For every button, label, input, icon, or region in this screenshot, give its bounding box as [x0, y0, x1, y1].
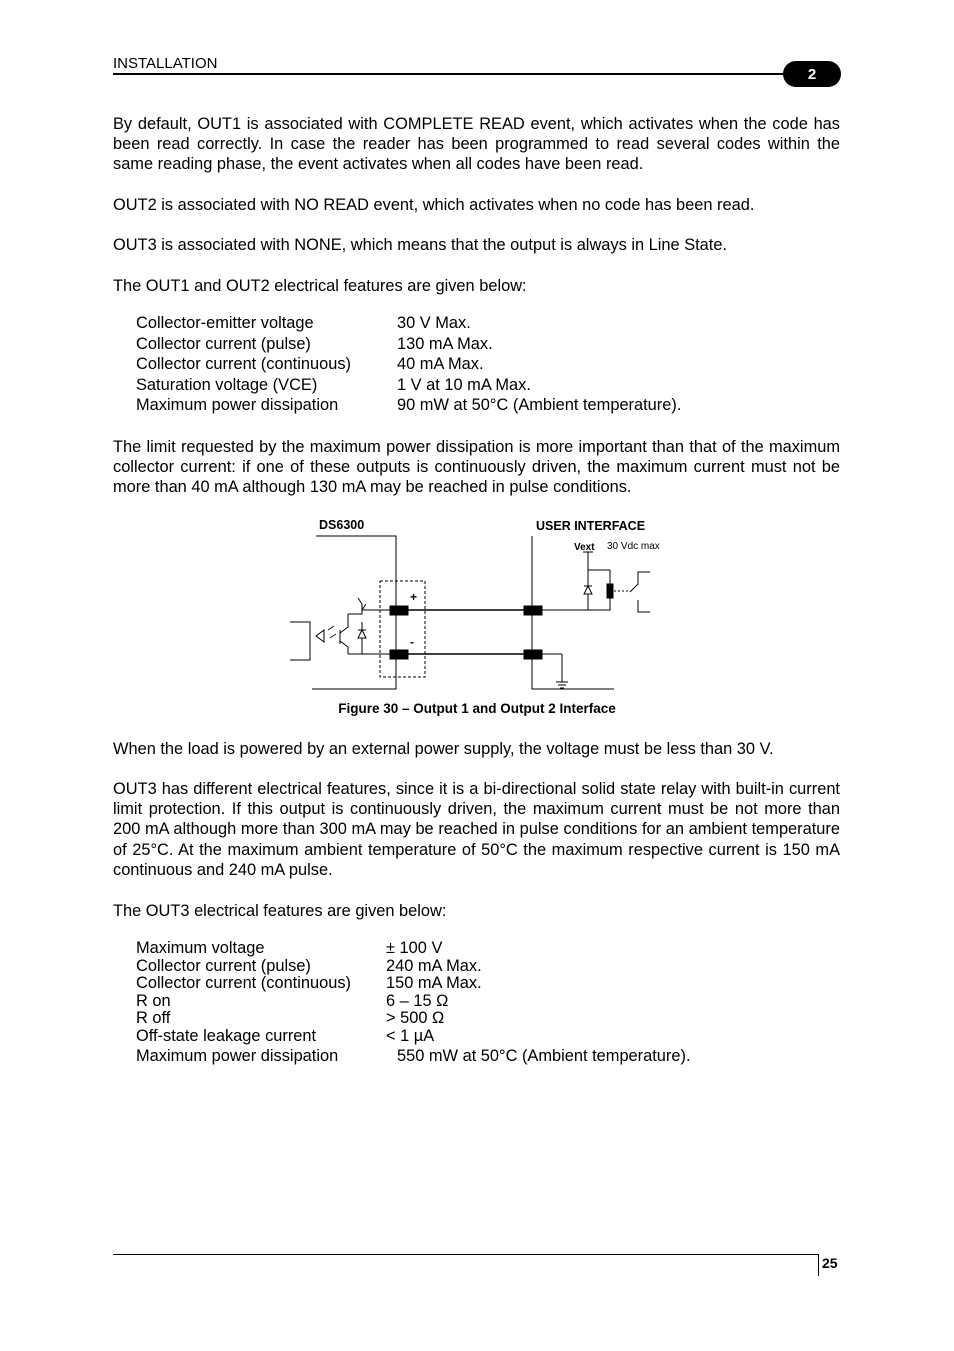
paragraph-out2: OUT2 is associated with NO READ event, which activates when no code has been read. — [113, 196, 755, 214]
paragraph-out12-intro: The OUT1 and OUT2 electrical features are given below: — [113, 277, 527, 295]
footer-divider — [818, 1254, 819, 1276]
spec-value: > 500 Ω — [386, 1009, 445, 1027]
spec-value: 130 mA Max. — [397, 334, 493, 353]
output-interface-diagram — [280, 512, 680, 694]
spec-value: 30 V Max. — [397, 314, 471, 332]
spec-label: Collector current (pulse) — [136, 956, 311, 975]
paragraph-external-supply: When the load is powered by an external power supply, the voltage must be less than 30 V. — [113, 740, 774, 758]
spec-row — [136, 313, 681, 334]
paragraph-out3-features: OUT3 has different electrical features, since it is a bi-directional solid state relay with built-in current limit protection. If this output is continuously driven, the maximum current must be not more than 200 mA although more than 300 mA may be reached in pulse conditions for an ambient temperature of 25°C. At the maximum ambient temperature of 50°C the maximum respective current is 150 mA continuous and 240 mA pulse. — [113, 780, 840, 879]
spec-value: ± 100 V — [386, 939, 443, 957]
spec-label: Collector current (pulse) — [136, 334, 311, 353]
spec-value: 6 – 15 Ω — [386, 991, 449, 1010]
spec-row — [136, 940, 691, 958]
flyback-diode-icon — [584, 570, 592, 610]
phototransistor-icon — [340, 614, 348, 654]
relay-coil-icon — [607, 584, 613, 598]
specs-out3-table — [136, 940, 691, 1066]
device-enclosure-line — [312, 536, 396, 689]
header-rule — [113, 73, 803, 75]
section-header: INSTALLATION — [113, 55, 218, 72]
terminal-left-plus — [390, 606, 408, 615]
footer-rule — [113, 1254, 818, 1255]
spec-value: 550 mW at 50°C (Ambient temperature). — [397, 1047, 691, 1065]
spec-row — [136, 395, 681, 416]
ground-icon — [556, 654, 568, 688]
spec-label: Collector current (continuous) — [136, 974, 351, 992]
diagram-label-ds6300: DS6300 — [319, 518, 365, 532]
spec-label: R off — [136, 1009, 171, 1027]
opto-light-arrows-icon — [328, 626, 336, 638]
spec-value: 1 V at 10 mA Max. — [397, 375, 531, 394]
diagram-label-vext: Vext — [574, 542, 595, 553]
user-enclosure-line — [532, 536, 614, 689]
paragraph-out3: OUT3 is associated with NONE, which means that the output is always in Line State. — [113, 236, 728, 254]
specs-out12-table — [136, 313, 681, 416]
spec-label: Maximum power dissipation — [136, 1047, 339, 1065]
spec-row — [136, 334, 681, 355]
spec-label: Off-state leakage current — [136, 1026, 317, 1045]
diagram-label-user-interface: USER INTERFACE — [536, 519, 646, 533]
paragraph-out3-intro: The OUT3 electrical features are given below: — [113, 902, 447, 920]
spec-row — [136, 1010, 691, 1028]
page-number: 25 — [822, 1255, 838, 1271]
chapter-badge: 2 — [783, 61, 841, 87]
spec-label: Maximum power dissipation — [136, 396, 339, 414]
spec-value: 240 mA Max. — [386, 956, 482, 975]
vext-line — [583, 552, 610, 570]
spec-label: R on — [136, 991, 171, 1010]
paragraph-out1-default: By default, OUT1 is associated with COMPLETE READ event, which activates when the code has been read correctly. In case the reader has been programmed to read several codes within the same reading phase, the event activates when all codes have been read. — [113, 115, 840, 174]
protection-diode-icon — [358, 622, 366, 654]
spec-value: < 1 µA — [386, 1026, 435, 1045]
plus-terminal-label: + — [410, 590, 418, 604]
spec-value: 150 mA Max. — [386, 974, 482, 992]
paragraph-power-limit: The limit requested by the maximum power dissipation is more important than that of the maximum collector current: if one of these outputs is continuously driven, the maximum current must not be more than 40 mA although 130 mA may be reached in pulse conditions. — [113, 438, 840, 497]
spec-row — [136, 354, 681, 375]
minus-terminal-label: - — [410, 635, 414, 649]
diagram-label-vext-max: 30 Vdc max — [607, 541, 660, 552]
spec-value: 40 mA Max. — [397, 355, 484, 373]
spec-row — [136, 993, 691, 1011]
spec-label: Collector-emitter voltage — [136, 314, 314, 332]
opto-input-wire — [290, 622, 310, 660]
collector-arrow — [358, 598, 366, 610]
figure-caption: Figure 30 – Output 1 and Output 2 Interface — [338, 701, 616, 716]
terminal-left-minus — [390, 650, 408, 659]
spec-label: Maximum voltage — [136, 939, 265, 957]
spec-row — [136, 375, 681, 396]
collector-wire — [348, 610, 362, 614]
opto-led-icon — [316, 630, 324, 642]
spec-row — [136, 1028, 691, 1046]
spec-row — [136, 1048, 691, 1066]
spec-label: Saturation voltage (VCE) — [136, 375, 318, 394]
connector-box — [380, 581, 425, 677]
spec-row — [136, 958, 691, 976]
spec-label: Collector current (continuous) — [136, 355, 351, 373]
relay-contact-icon — [630, 572, 650, 612]
spec-row — [136, 975, 691, 993]
spec-value: 90 mW at 50°C (Ambient temperature). — [397, 396, 682, 414]
